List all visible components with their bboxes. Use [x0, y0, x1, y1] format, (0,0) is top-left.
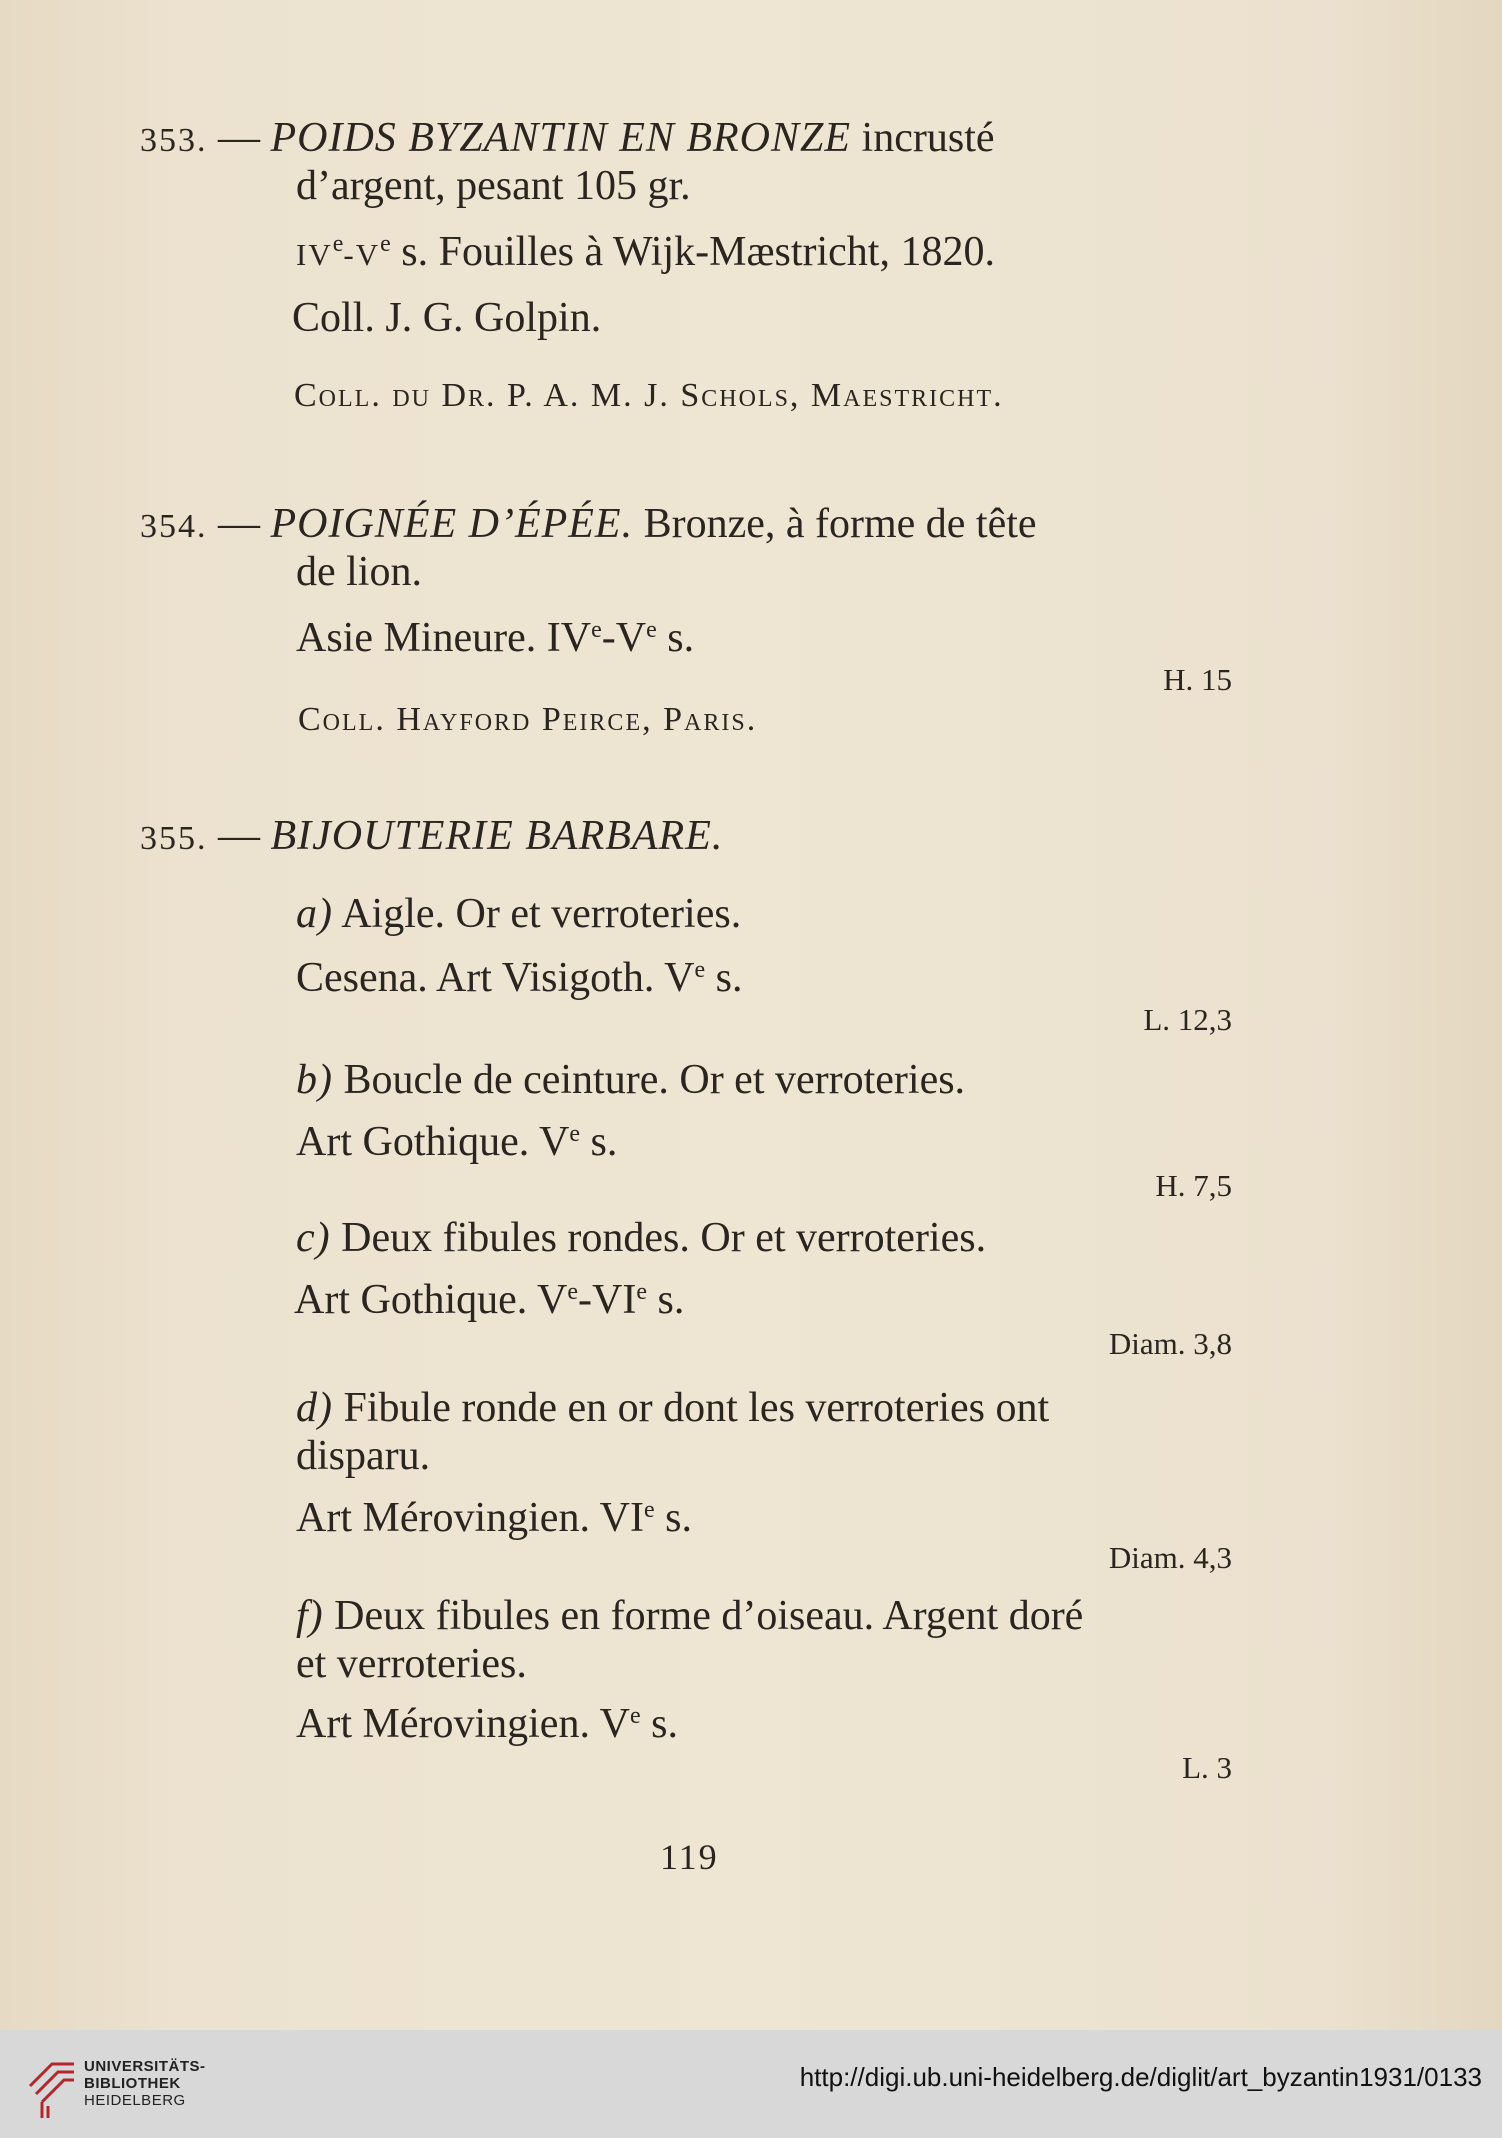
entry-354-line2: de lion.	[296, 549, 422, 595]
entry-353-collection: Coll. J. G. Golpin.	[292, 295, 602, 341]
entry-354-measure: H. 15	[1163, 662, 1232, 697]
entry-title: POIGNÉE D’ÉPÉE.	[270, 501, 634, 547]
entry-354-origin: Asie Mineure. IVe-Ve s.	[296, 615, 695, 661]
entry-dash: —	[218, 501, 260, 547]
entry-353-date: IVe-Ve s. Fouilles à Wijk-Mæstricht, 1820.	[296, 229, 995, 275]
entry-353-owner: Coll. du Dr. P. A. M. J. Schols, Maestricht.	[294, 377, 1004, 414]
item-d-text: d) Fibule ronde en or dont les verroteries ont	[296, 1385, 1050, 1431]
entry-number: 354.	[140, 508, 208, 545]
library-name: UNIVERSITÄTS- BIBLIOTHEK HEIDELBERG	[84, 2058, 206, 2109]
entry-title: POIDS BYZANTIN EN BRONZE	[270, 115, 852, 161]
item-f-text2: et verroteries.	[296, 1641, 527, 1687]
item-a-origin: Cesena. Art Visigoth. Ve s.	[296, 955, 743, 1001]
item-c-origin: Art Gothique. Ve-VIe s.	[294, 1277, 685, 1323]
entry-title-rest: incrusté	[861, 115, 995, 161]
item-c-measure: Diam. 3,8	[1108, 1326, 1232, 1361]
entry-353-heading	[140, 114, 995, 165]
entry-dash: —	[218, 813, 260, 859]
footer-bar	[0, 2030, 1502, 2138]
item-d-measure: Diam. 4,3	[1108, 1540, 1232, 1575]
item-f-origin: Art Mérovingien. Ve s.	[296, 1701, 679, 1747]
entry-354-heading	[140, 500, 1037, 551]
item-f-measure: L. 3	[1182, 1750, 1232, 1785]
entry-353-line2: d’argent, pesant 105 gr.	[296, 163, 691, 209]
entry-dash: —	[218, 115, 260, 161]
item-d-origin: Art Mérovingien. VIe s.	[296, 1495, 693, 1541]
item-a-measure: L. 12,3	[1143, 1002, 1232, 1037]
item-f-text: f) Deux fibules en forme d’oiseau. Argent doré	[296, 1593, 1084, 1639]
page-number: 119	[660, 1837, 719, 1877]
entry-355-heading	[140, 812, 723, 863]
item-a-text: a) Aigle. Or et verroteries.	[296, 891, 742, 937]
entry-title-rest: Bronze, à forme de tête	[643, 501, 1037, 547]
entry-354-owner: Coll. Hayford Peirce, Paris.	[298, 701, 758, 738]
entry-number: 353.	[140, 122, 208, 159]
item-b-origin: Art Gothique. Ve s.	[296, 1119, 618, 1165]
item-d-text2: disparu.	[296, 1433, 431, 1479]
item-c-text: c) Deux fibules rondes. Or et verroteries.	[296, 1215, 987, 1261]
entry-number: 355.	[140, 820, 208, 857]
item-b-measure: H. 7,5	[1155, 1168, 1232, 1203]
item-b-text: b) Boucle de ceinture. Or et verroteries.	[296, 1057, 966, 1103]
entry-title: BIJOUTERIE BARBARE.	[270, 813, 724, 859]
source-url-link[interactable]: http://digi.ub.uni-heidelberg.de/diglit/art_byzantin1931/0133	[799, 2062, 1482, 2092]
